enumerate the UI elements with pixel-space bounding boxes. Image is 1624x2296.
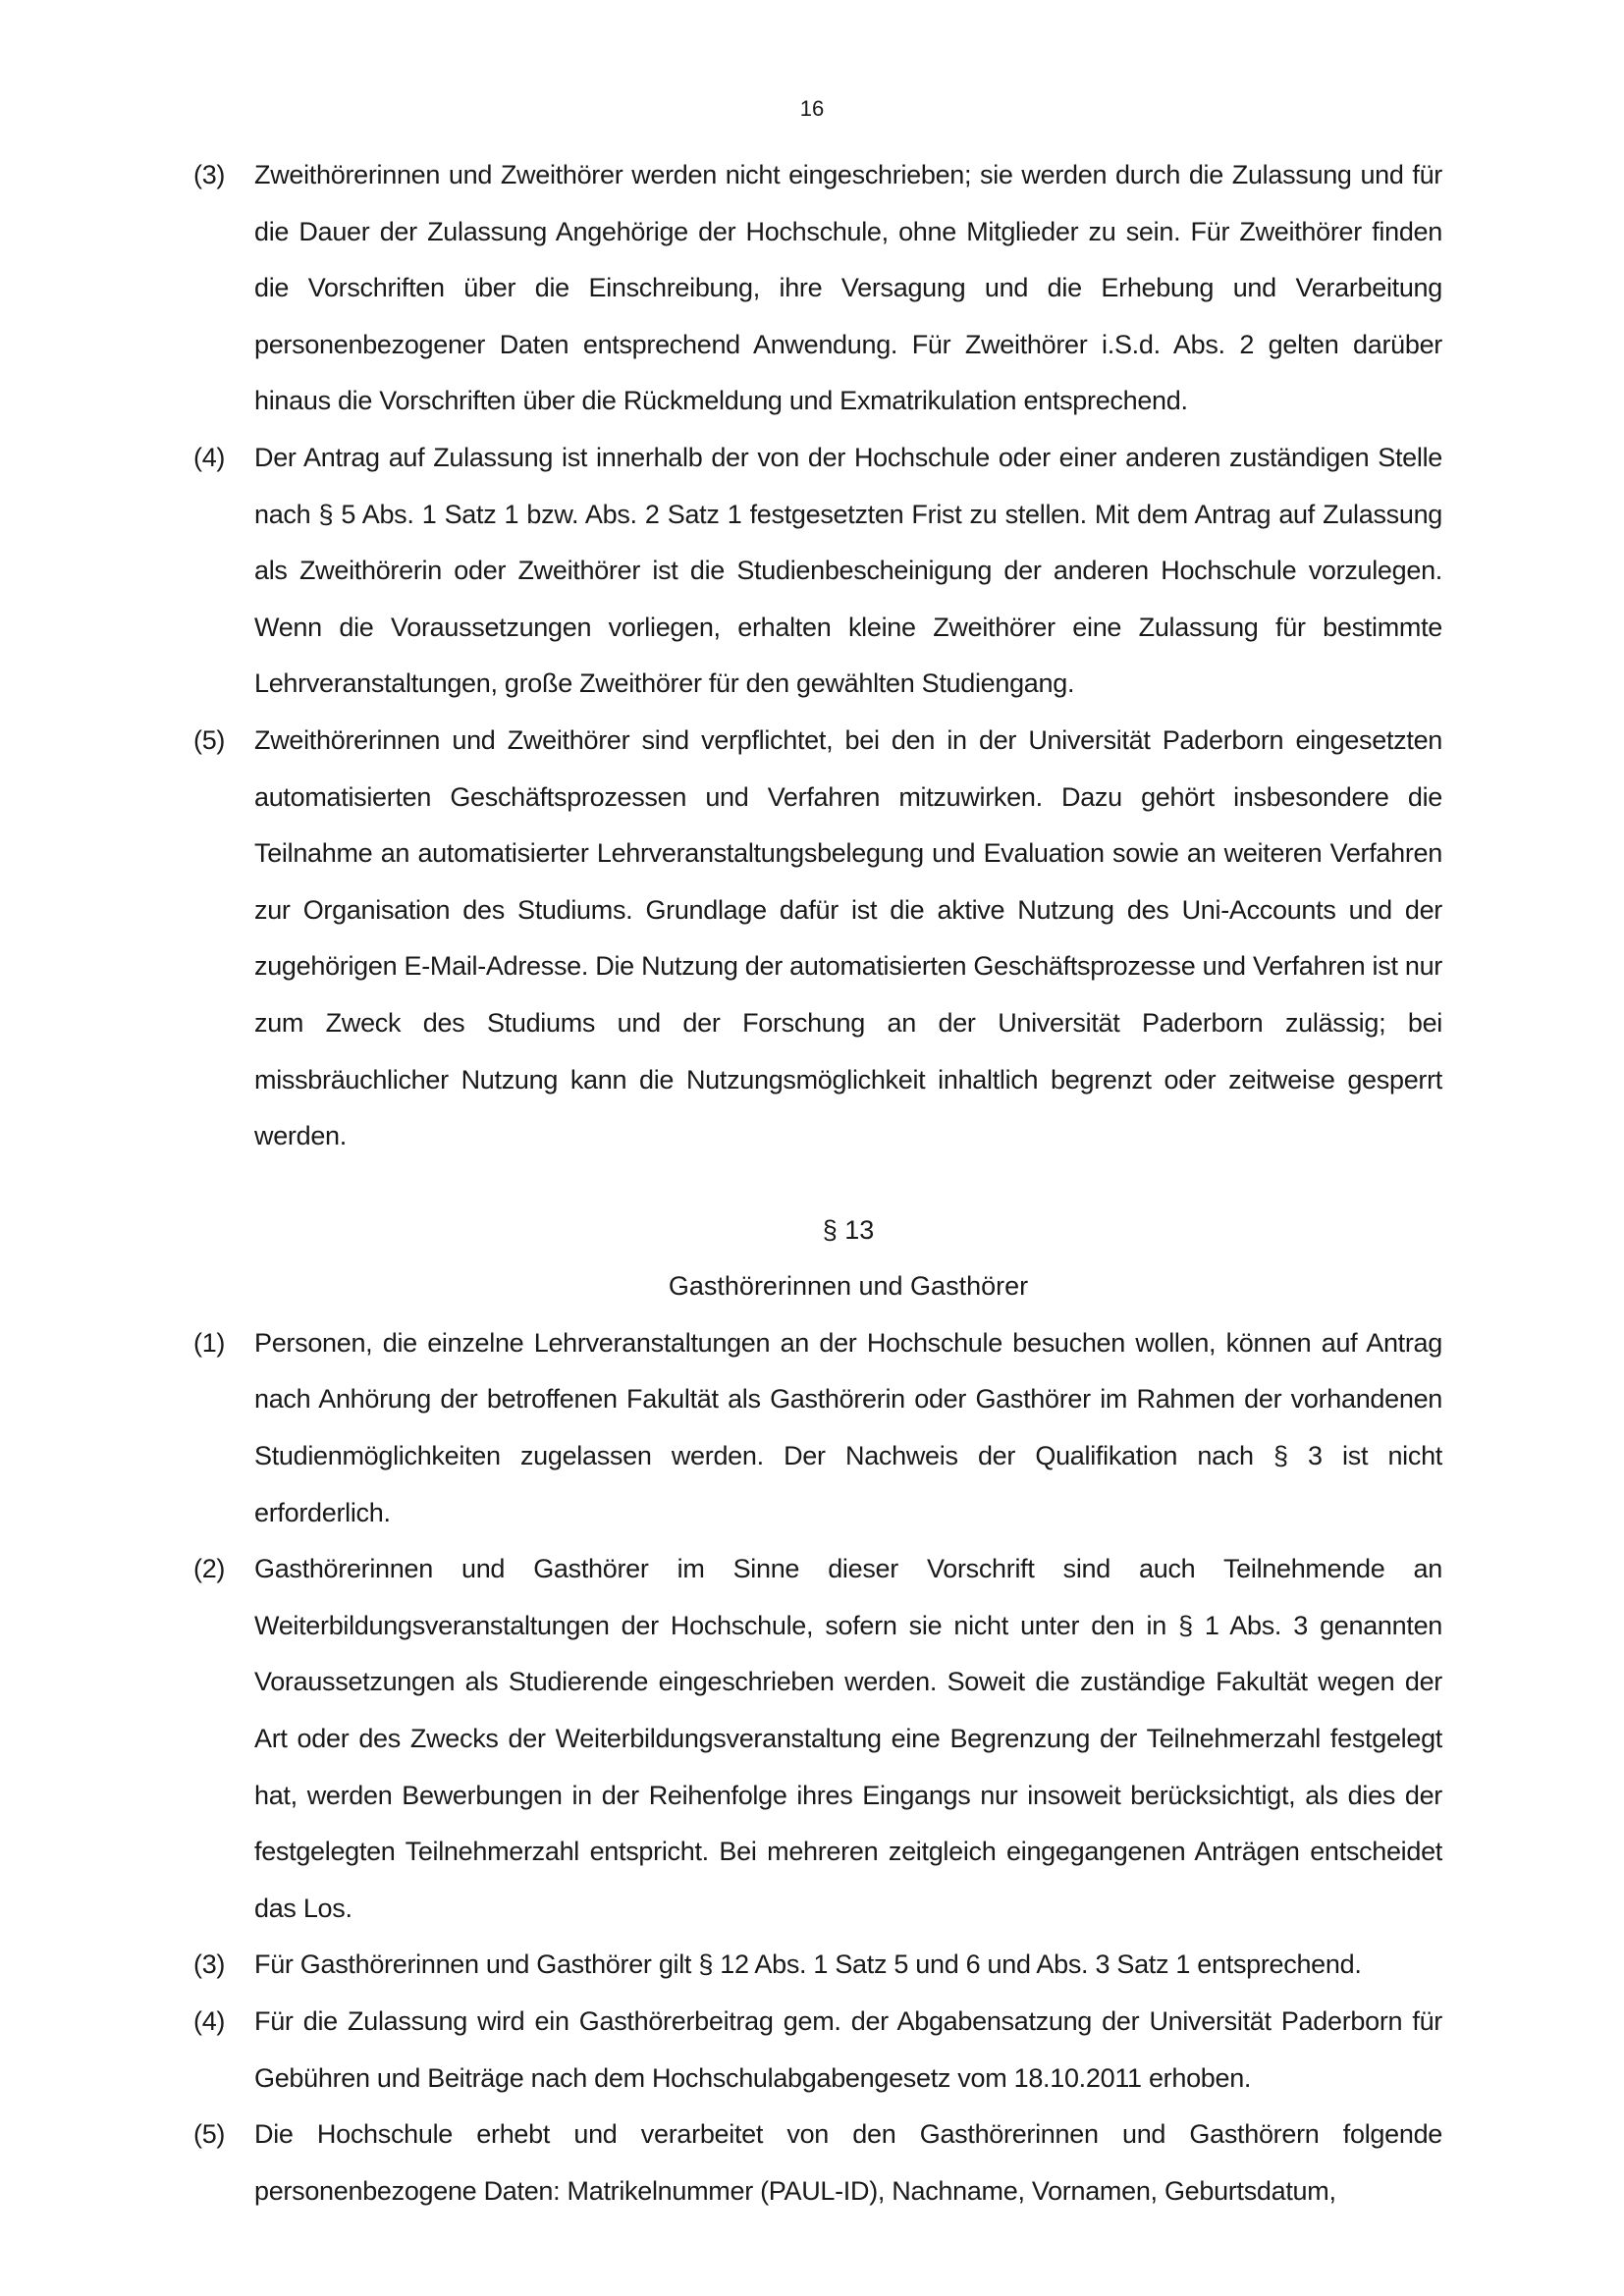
paragraph-text: Für die Zulassung wird ein Gasthörerbeitrag gem. der Abgabensatzung der Universität Paderborn für Gebühren und Beiträge nach dem Hochschulabgabengesetz vom 18.10.2011 erhoben. [254,2006,1442,2093]
section-title: Gasthörerinnen und Gasthörer [668,1271,1029,1302]
paragraph-12-3 [193,147,1442,430]
paragraph-13-2 [193,1541,1442,1937]
paragraph-number: (5) [193,2119,226,2150]
paragraph-12-4 [193,430,1442,713]
paragraph-text: Zweithörerinnen und Zweithörer sind verpflichtet, bei den in der Universität Paderborn eingesetzten automatisierten Geschäftsprozessen und Verfahren mitzuwirken. Dazu gehört insbesondere die Teilnahme an automatisierter Lehrveranstaltungsbelegung und Evaluation sowie an weiteren Verfahren zur Organisation des Studiums. Grundlage dafür ist die aktive Nutzung des Uni-Accounts und der zugehörigen E-Mail-Adresse. Die Nutzung der automatisierten Geschäftsprozesse und Verfahren ist nur zum Zweck des Studiums und der Forschung an der Universität Paderborn zulässig; bei missbräuchlicher Nutzung kann die Nutzungsmöglichkeit inhaltlich begrenzt oder zeitweise gesperrt werden. [254,724,1442,1151]
paragraph-number: (3) [193,160,226,189]
paragraph-number: (4) [193,2006,226,2036]
paragraph-number: (5) [193,724,226,755]
document-body [193,147,1442,2219]
paragraph-text: Zweithörerinnen und Zweithörer werden nicht eingeschrieben; sie werden durch die Zulassung und für die Dauer der Zulassung Angehörige der Hochschule, ohne Mitglieder zu sein. Für Zweithörer finden die Vorschriften über die Einschreibung, ihre Versagung und die Erhebung und Verarbeitung personenbezogener Daten entsprechend Anwendung. Für Zweithörer i.S.d. Abs. 2 gelten darüber hinaus die Vorschriften über die Rückmeldung und Exmatrikulation entsprechend. [254,160,1442,416]
page-number: 16 [799,96,825,121]
paragraph-13-1 [193,1315,1442,1541]
paragraph-text: Die Hochschule erhebt und verarbeitet von den Gasthörerinnen und Gasthörern folgende personenbezogene Daten: Matrikelnummer (PAUL-ID), Nachname, Vornamen, Geburtsdatum, [254,2119,1442,2206]
paragraph-number: (1) [193,1327,226,1358]
paragraph-text: Der Antrag auf Zulassung ist innerhalb der von der Hochschule oder einer anderen zuständigen Stelle nach § 5 Abs. 1 Satz 1 bzw. Abs. 2 Satz 1 festgesetzten Frist zu stellen. Mit dem Antrag auf Zulassung als Zweithörerin oder Zweithörer ist die Studienbescheinigung der anderen Hochschule vorzulegen. Wenn die Voraussetzungen vorliegen, erhalten kleine Zweithörer eine Zulassung für bestimmte Lehrveranstaltungen, große Zweithörer für den gewählten Studiengang. [254,442,1442,699]
paragraph-12-5 [193,713,1442,1165]
paragraph-text: Gasthörerinnen und Gasthörer im Sinne dieser Vorschrift sind auch Teilnehmende an Weiterbildungsveranstaltungen der Hochschule, sofern sie nicht unter den in § 1 Abs. 3 genannten Voraussetzungen als Studierende eingeschrieben werden. Soweit die zuständige Fakultät wegen der Art oder des Zwecks der Weiterbildungsveranstaltung eine Begrenzung der Teilnehmerzahl festgelegt hat, werden Bewerbungen in der Reihenfolge ihres Eingangs nur insoweit berücksichtigt, als dies der festgelegten Teilnehmerzahl entspricht. Bei mehreren zeitgleich eingegangenen Anträgen entscheidet das Los. [254,1554,1442,1923]
paragraph-number: (4) [193,442,226,472]
paragraph-number: (3) [193,1949,226,1980]
paragraph-13-3 [193,1937,1442,1994]
paragraph-number: (2) [193,1554,226,1584]
paragraph-13-4 [193,1994,1442,2107]
paragraph-13-5 [193,2107,1442,2219]
section-number: § 13 [822,1214,875,1245]
paragraph-text: Personen, die einzelne Lehrveranstaltungen an der Hochschule besuchen wollen, können auf Antrag nach Anhörung der betroffenen Fakultät als Gasthörerin oder Gasthörer im Rahmen der vorhandenen Studienmöglichkeiten zugelassen werden. Der Nachweis der Qualifikation nach § 3 ist nicht erforderlich. [254,1327,1442,1527]
paragraph-text: Für Gasthörerinnen und Gasthörer gilt § 12 Abs. 1 Satz 5 und 6 und Abs. 3 Satz 1 entsprechend. [254,1949,1362,1980]
